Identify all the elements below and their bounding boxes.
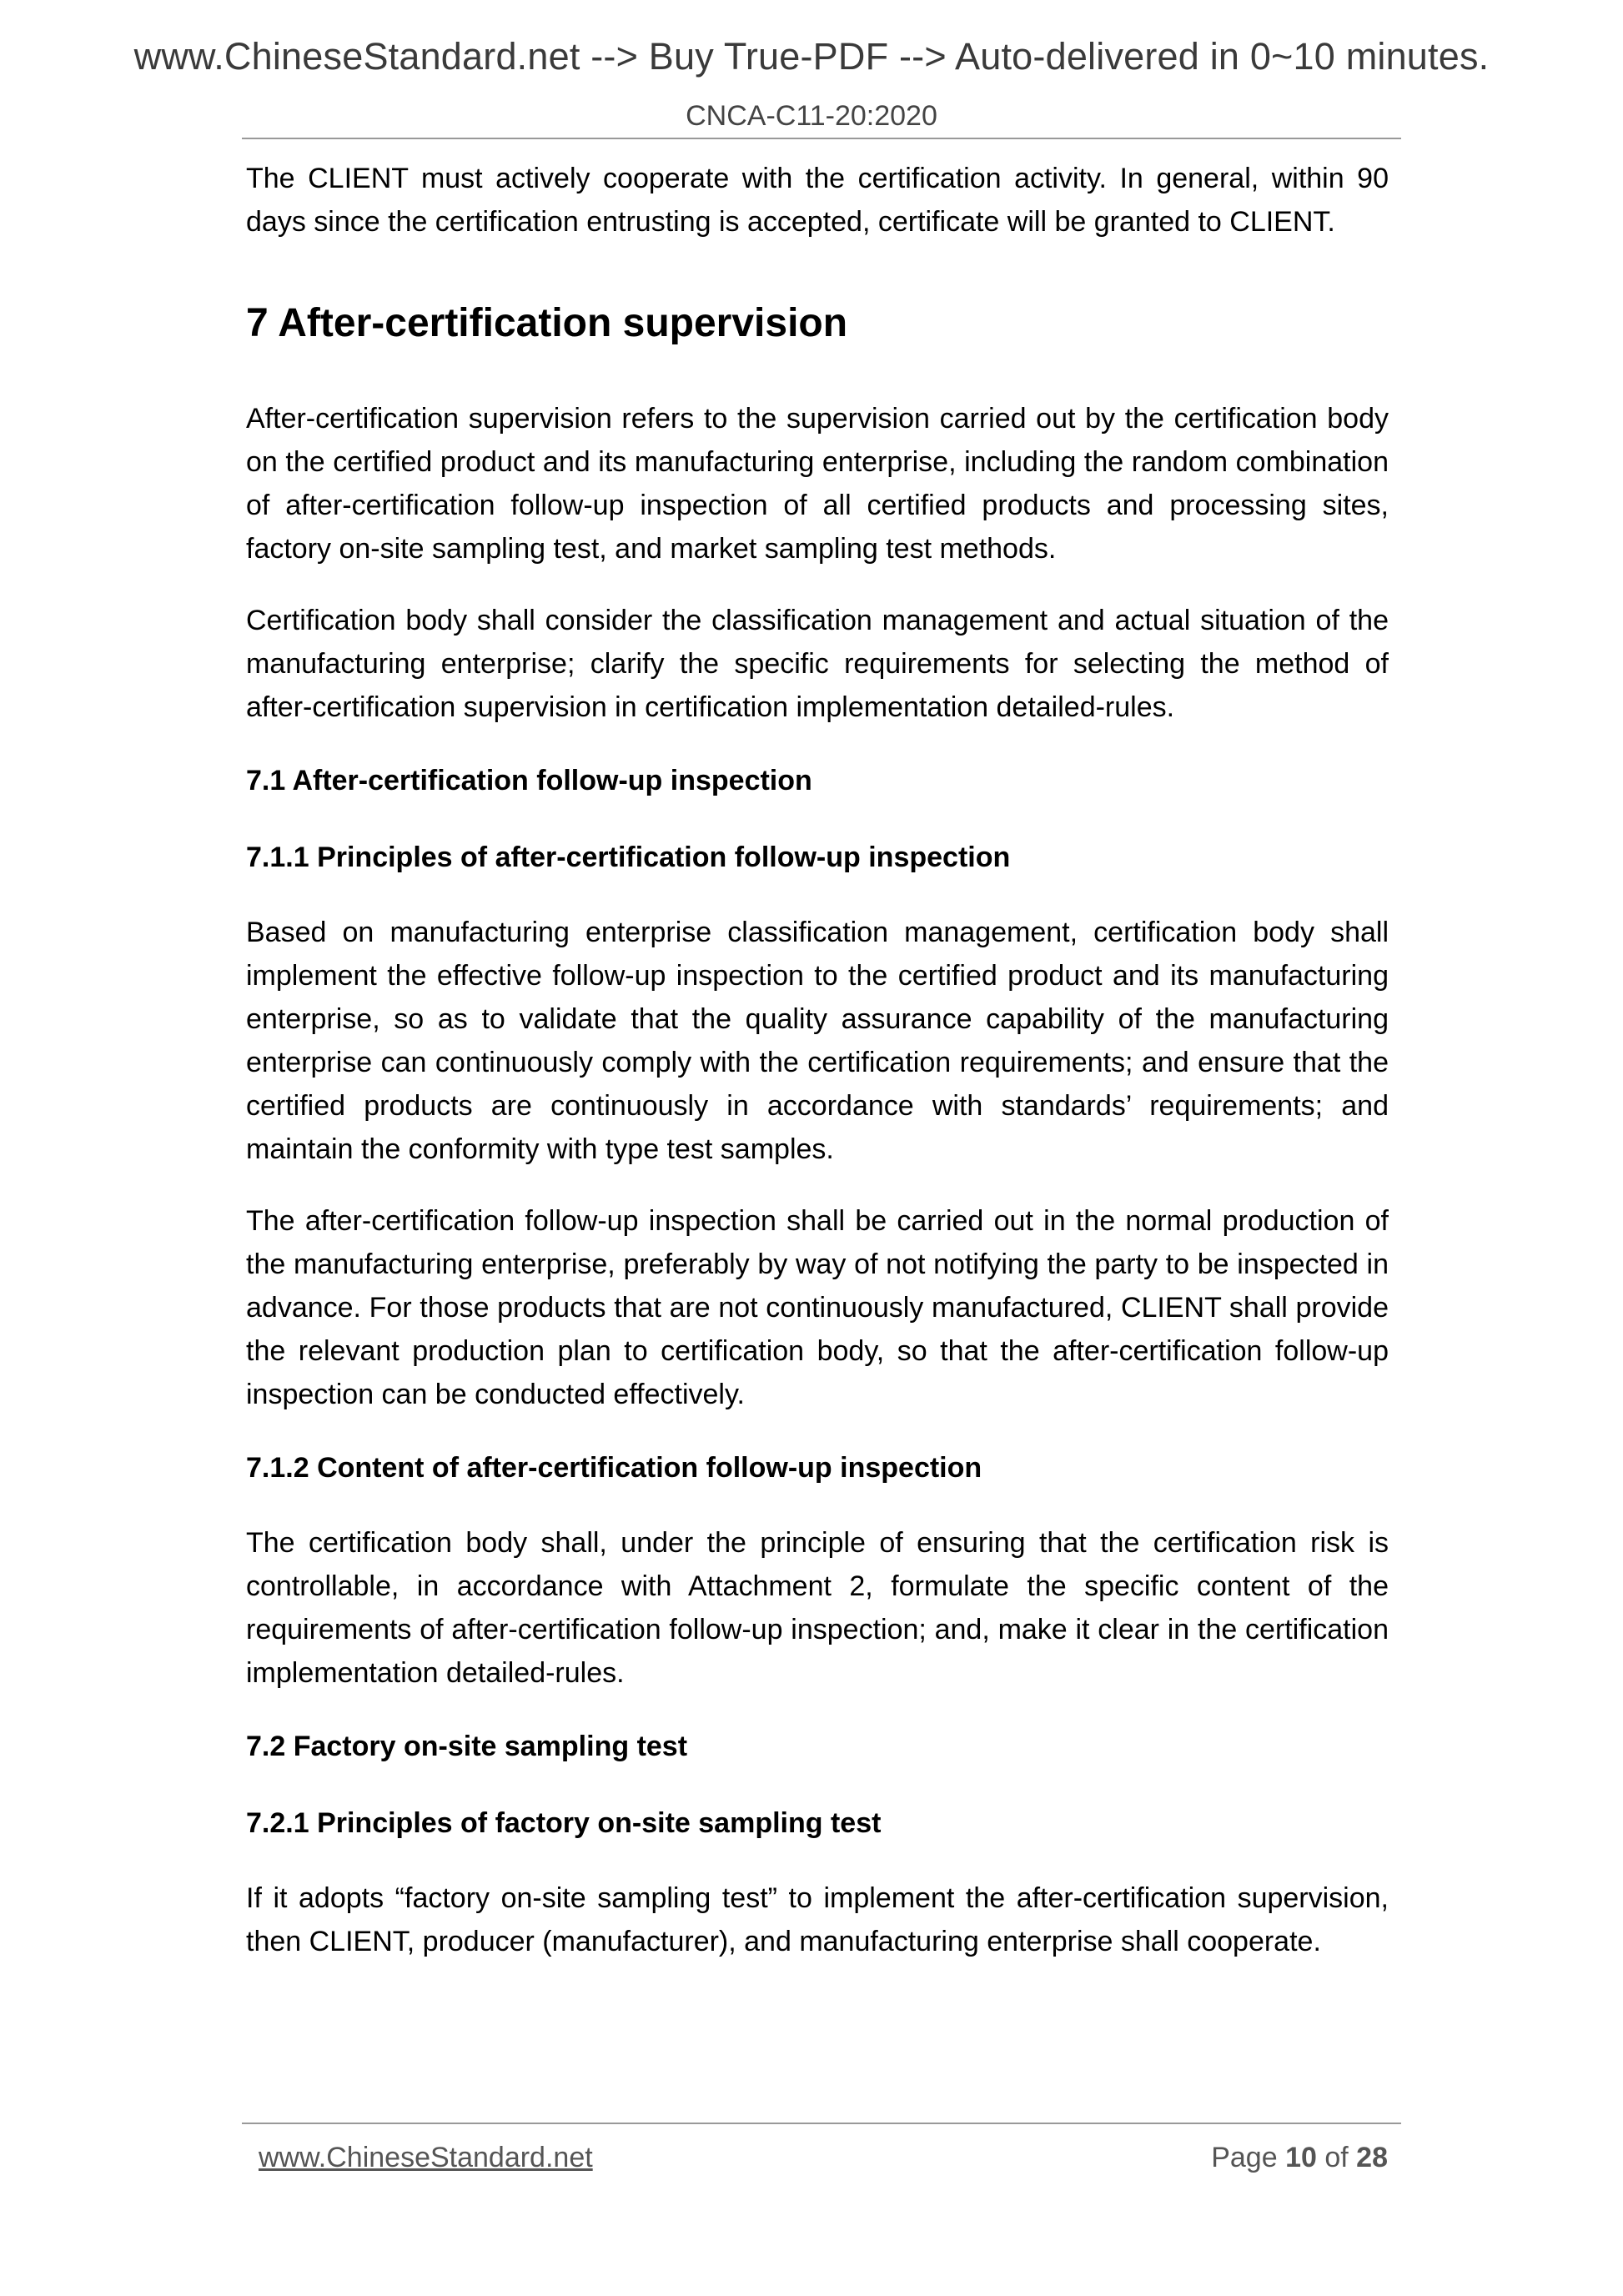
footer-website-link[interactable]: www.ChineseStandard.net [259, 2142, 593, 2173]
document-code: CNCA-C11-20:2020 [686, 100, 937, 132]
header-divider [242, 138, 1401, 139]
section-7-paragraph-1: After-certification supervision refers to the supervision carried out by the certification body on the certified product and its manufacturing enterprise, including the random combination of after-certification follow-up inspection of all certified products and processing sites, factory on-site sampling test, and market sampling test methods. [246, 403, 1389, 565]
footer-divider [242, 2123, 1401, 2124]
intro-paragraph: The CLIENT must actively cooperate with the certification activity. In general, within 90 days since the certification entrusting is accepted, certificate will be granted to CLIENT. [246, 163, 1389, 238]
section-7-2-1-paragraph-1: If it adopts “factory on-site sampling test” to implement the after-certification supervision, then CLIENT, producer (manufacturer), and manufacturing enterprise shall cooperate. [246, 1882, 1389, 1957]
page-of-label: of [1324, 2142, 1349, 2173]
section-7-1-2-heading: 7.1.2 Content of after-certification follow-up inspection [246, 1452, 982, 1484]
section-7-1-1-paragraph-1: Based on manufacturing enterprise classification management, certification body shall implement the effective follow-up inspection to the certified product and its manufacturing enterprise, so as to validate that the quality assurance capability of the manufacturing enterprise can continuously comply with the certification requirements; and ensure that the certified products are continuously in accordance with standards’ requirements; and maintain the conformity with type test samples. [246, 917, 1389, 1165]
page-total: 28 [1356, 2142, 1388, 2173]
section-7-1-1-paragraph-2: The after-certification follow-up inspection shall be carried out in the normal production of the manufacturing enterprise, preferably by way of not notifying the party to be inspected in advance. For those products that are not continuously manufactured, CLIENT shall provide the relevant production plan to certification body, so that the after-certification follow-up inspection can be conducted effectively. [246, 1205, 1389, 1410]
page-content [246, 157, 1389, 1992]
section-7-1-1-heading: 7.1.1 Principles of after-certification follow-up inspection [246, 842, 1011, 873]
section-7-2-1-heading: 7.2.1 Principles of factory on-site sampling test [246, 1807, 882, 1839]
page-number [1211, 2142, 1388, 2174]
section-7-heading: 7 After-certification supervision [246, 301, 848, 345]
section-7-1-2-paragraph-1: The certification body shall, under the principle of ensuring that the certification risk is controllable, in accordance with Attachment 2, formulate the specific content of the requirements of after-certification follow-up inspection; and, make it clear in the certification implementation detailed-rules. [246, 1527, 1389, 1689]
page-label: Page [1211, 2142, 1278, 2173]
page-current: 10 [1285, 2142, 1317, 2173]
section-7-2-heading: 7.2 Factory on-site sampling test [246, 1731, 688, 1762]
section-7-paragraph-2: Certification body shall consider the classification management and actual situation of the manufacturing enterprise; clarify the specific requirements for selecting the method of after-certification supervision in certification implementation detailed-rules. [246, 605, 1389, 723]
section-7-1-heading: 7.1 After-certification follow-up inspection [246, 765, 812, 796]
site-banner: www.ChineseStandard.net --> Buy True-PDF --> Auto-delivered in 0~10 minutes. [133, 35, 1490, 78]
